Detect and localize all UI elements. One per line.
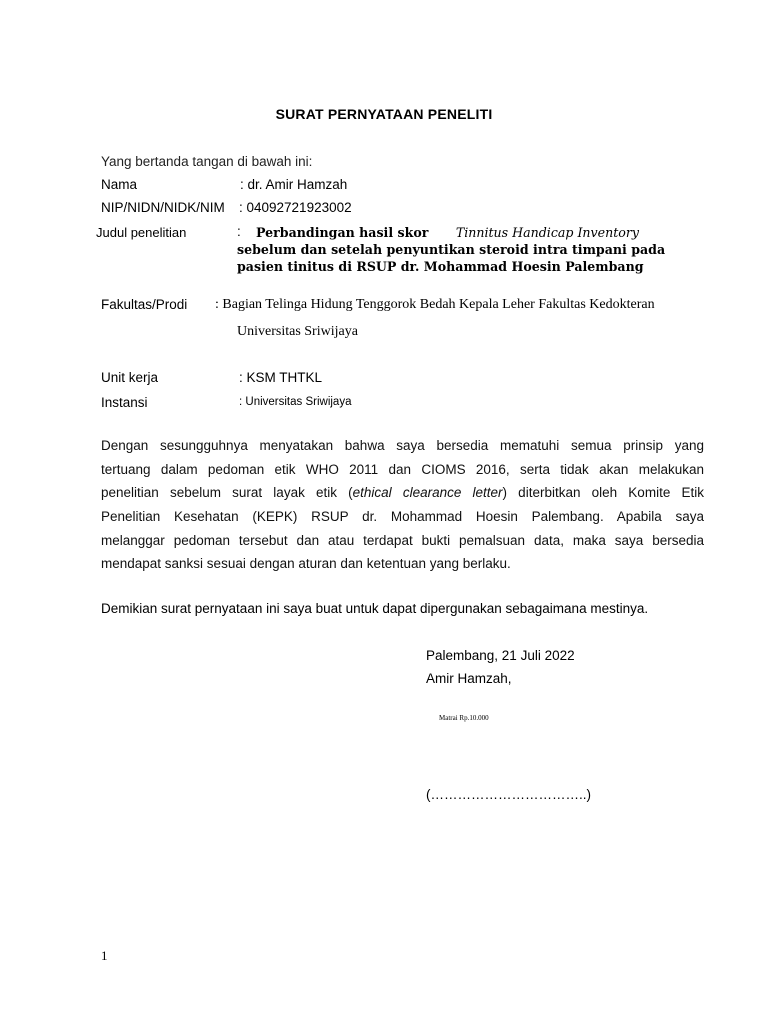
instansi-value: : Universitas Sriwijaya [239, 396, 352, 408]
place-date: Palembang, 21 Juli 2022 [426, 648, 575, 663]
statement-line-2: tertuang dalam pedoman etik WHO 2011 dan CIOMS 2016, serta tidak akan melakukan [101, 461, 704, 477]
statement-line-4: Penelitian Kesehatan (KEPK) RSUP dr. Mohammad Hoesin Palembang. Apabila saya [101, 509, 704, 525]
nama-label: Nama [101, 177, 138, 192]
statement-line-5: melanggar pedoman tersebut dan atau terdapat bukti pemalsuan data, maka saya bersedia [101, 532, 704, 548]
statement-paragraph [101, 434, 704, 576]
statement-line-3-a: penelitian sebelum surat layak etik ( [101, 485, 353, 501]
nip-value: : 04092721923002 [239, 200, 352, 215]
judul-line-1 [256, 225, 639, 240]
unit-label: Unit kerja [101, 370, 159, 385]
signature-line: (……………………………..) [426, 787, 591, 802]
stamp-note: Matrai Rp.10.000 [439, 714, 489, 722]
unit-value: : KSM THTKL [239, 370, 323, 385]
fakultas-line-2: Universitas Sriwijaya [237, 324, 358, 339]
judul-line-2: sebelum dan setelah penyuntikan steroid intra timpani pada [237, 242, 666, 257]
statement-line-3-italic: ethical clearance letter [352, 485, 503, 501]
judul-line-3: pasien tinitus di RSUP dr. Mohammad Hoesin Palembang [237, 259, 644, 274]
judul-line-1-text: Perbandingan hasil skor [256, 225, 429, 240]
signer-name: Amir Hamzah, [426, 671, 512, 686]
statement-line-1: Dengan sesungguhnya menyatakan bahwa saya bersedia mematuhi semua prinsip yang [101, 438, 704, 453]
fakultas-label: Fakultas/Prodi [101, 297, 188, 312]
statement-line-6: mendapat sanksi sesuai dengan aturan dan ketentuan yang berlaku. [101, 556, 511, 572]
judul-colon: : [237, 224, 241, 239]
document-title: SURAT PERNYATAAN PENELITI [275, 106, 493, 122]
closing-text: Demikian surat pernyataan ini saya buat untuk dapat dipergunakan sebagaimana mestinya. [101, 601, 649, 616]
intro-text: Yang bertanda tangan di bawah ini: [101, 154, 313, 169]
nama-value: : dr. Amir Hamzah [240, 177, 348, 192]
judul-label: Judul penelitian [96, 225, 187, 240]
judul-line-1-italic: Tinnitus Handicap Inventory [455, 225, 639, 240]
statement-line-3-c: ) diterbitkan oleh Komite Etik [502, 485, 704, 501]
instansi-label: Instansi [101, 395, 148, 410]
nip-label: NIP/NIDN/NIDK/NIM [101, 200, 225, 215]
fakultas-line-1: : Bagian Telinga Hidung Tenggorok Bedah Kepala Leher Fakultas Kedokteran [215, 297, 655, 312]
page-number: 1 [101, 948, 108, 963]
statement-line-3 [101, 481, 704, 505]
